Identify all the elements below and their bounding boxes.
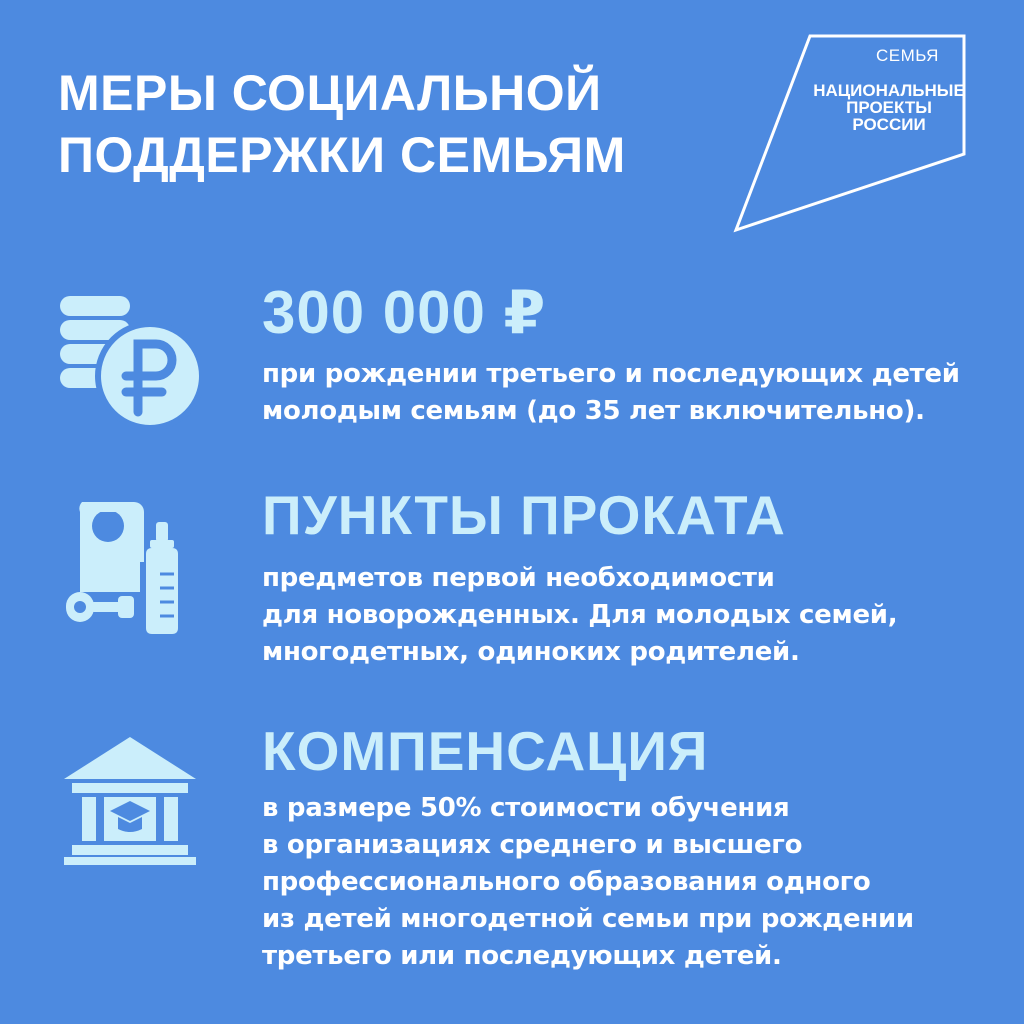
item-3-line-3: профессионального образования одного	[262, 867, 871, 897]
item-1-description	[262, 356, 960, 430]
education-building-icon	[60, 735, 200, 867]
item-3-line-2: в организациях среднего и высшего	[262, 830, 803, 860]
title-line-2: ПОДДЕРЖКИ СЕМЬЯМ	[58, 127, 626, 183]
item-3-heading: КОМПЕНСАЦИЯ	[262, 720, 709, 782]
item-2-line-1: предметов первой необходимости	[262, 563, 775, 593]
item-3-line-4: из детей многодетной семьи при рождении	[262, 904, 914, 934]
item-2-line-2: для новорожденных. Для молодых семей,	[262, 600, 898, 630]
item-3-line-1: в размере 50% стоимости обучения	[262, 793, 790, 823]
item-2-line-3: многодетных, одиноких родителей.	[262, 637, 800, 667]
item-1-line-1: при рождении третьего и последующих детей	[262, 359, 960, 389]
item-1-heading: 300 000 ₽	[262, 279, 547, 346]
logo-line-1: НАЦИОНАЛЬНЫЕ	[813, 81, 965, 100]
logo-line-3: РОССИИ	[852, 115, 926, 134]
logo-national-projects-text	[813, 81, 965, 134]
logo-family-label: СЕМЬЯ	[876, 46, 939, 65]
baby-items-icon	[62, 492, 192, 638]
item-3-line-5: третьего или последующих детей.	[262, 941, 782, 971]
item-2-description	[262, 560, 897, 671]
ruble-coins-icon	[52, 290, 202, 430]
item-1-line-2: молодым семьям (до 35 лет включительно).	[262, 396, 925, 426]
item-3-description	[262, 790, 914, 975]
national-projects-logo	[728, 30, 968, 236]
logo-line-2: ПРОЕКТЫ	[846, 98, 932, 117]
title-line-1: МЕРЫ СОЦИАЛЬНОЙ	[58, 65, 602, 121]
page-title	[58, 62, 626, 186]
item-2-heading: ПУНКТЫ ПРОКАТА	[262, 484, 786, 546]
